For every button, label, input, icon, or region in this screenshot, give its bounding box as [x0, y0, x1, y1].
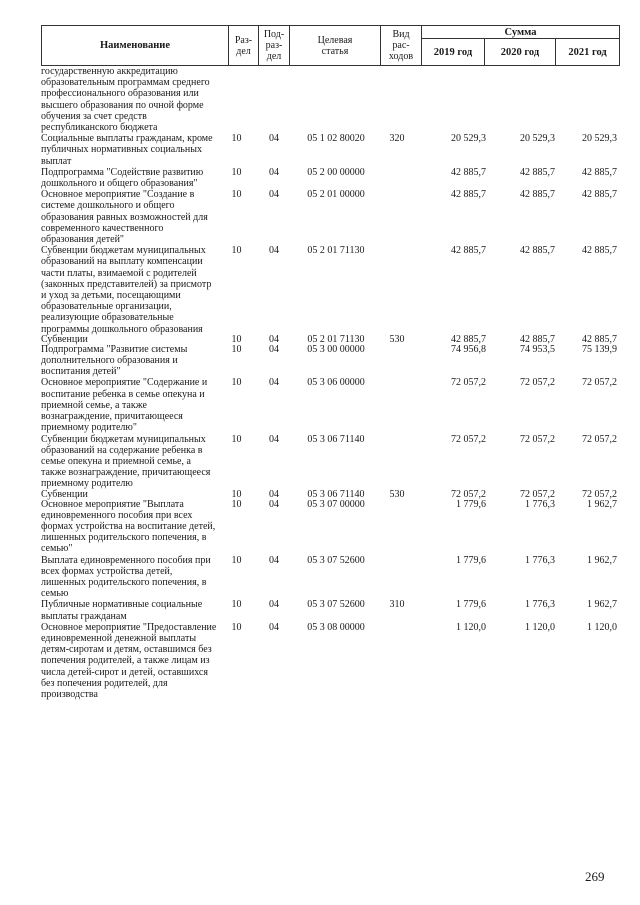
cell-expense-type	[378, 245, 416, 335]
table-row	[41, 133, 619, 167]
cell-razdel: 10	[231, 621, 242, 633]
cell-sum-2021: 42 885,7	[582, 245, 617, 257]
cell-name: Подпрограмма "Содействие развитию дошкольного и общего образования"	[41, 166, 204, 190]
cell-sum-2019: 20 529,3	[451, 133, 486, 145]
cell-sum-2020: 42 885,7	[520, 333, 555, 345]
table-row	[41, 555, 619, 600]
cell-target-article: 05 3 06 71140	[307, 488, 365, 500]
cell-name: Социальные выплаты гражданам, кроме публичных нормативных социальных выплат	[41, 133, 213, 167]
cell-sum-2021: 1 962,7	[587, 498, 617, 510]
cell-name: Публичные нормативные социальные выплаты гражданам	[41, 599, 203, 622]
table-row	[41, 490, 619, 499]
cell-sum-2019: 1 120,0	[456, 621, 486, 633]
cell-expense-type	[378, 555, 416, 600]
cell-expense-type	[378, 499, 416, 555]
cell-sum-2021: 72 057,2	[582, 433, 617, 445]
cell-razdel: 10	[231, 189, 242, 201]
cell-podrazdel: 04	[269, 498, 279, 510]
header-target-article: Целевая статья	[290, 26, 381, 66]
header-sum: Сумма	[422, 26, 620, 39]
cell-razdel: 10	[231, 377, 242, 389]
cell-razdel: 10	[231, 498, 242, 510]
page-number: 269	[585, 869, 605, 884]
cell-name: Основное мероприятие "Выплата единовременного пособия при всех формах устройства на воспитание детей, лишенных родительского попечения, в семью"	[41, 498, 216, 555]
cell-name: Субвенции бюджетам муниципальных образований на выплату компенсации части платы, взимаемой с родителей (законных представителей) за присмотр и уход за детьми, посещающими образовательные организации, реализующие образовательные программы дошкольного образования	[41, 245, 212, 335]
cell-target-article: 05 2 01 71130	[307, 333, 365, 345]
cell-sum-2021: 42 885,7	[582, 333, 617, 345]
cell-name: Основное мероприятие "Содержание и воспитание ребенка в семье опекуна и приемной семье, а также вознаграждение, причитающееся приемному родителю"	[41, 377, 208, 434]
cell-sum-2020: 1 776,3	[525, 498, 555, 510]
cell-sum-2020: 72 057,2	[520, 377, 555, 389]
cell-target-article: 05 3 07 52600	[307, 599, 365, 611]
cell-razdel: 10	[231, 343, 242, 355]
cell-razdel: 10	[231, 433, 242, 445]
table-row	[41, 245, 619, 335]
cell-podrazdel: 04	[269, 488, 279, 500]
table-row	[41, 167, 619, 189]
cell-sum-2021: 72 057,2	[582, 488, 617, 500]
header-name: Наименование	[42, 26, 229, 66]
cell-razdel: 10	[231, 488, 242, 500]
cell-target-article: 05 3 07 52600	[307, 554, 365, 566]
cell-target-article: 05 3 08 00000	[307, 621, 365, 633]
cell-sum-2020: 20 529,3	[520, 133, 555, 145]
cell-sum-2019: 1 779,6	[456, 554, 486, 566]
table-row	[41, 599, 619, 621]
cell-sum-2020: 72 057,2	[520, 433, 555, 445]
cell-razdel: 10	[231, 133, 242, 145]
cell-expense-type	[378, 377, 416, 433]
cell-expense-type	[378, 434, 416, 490]
table-body	[41, 66, 619, 700]
cell-name: Подпрограмма "Развитие системы дополнительного образования и воспитания детей"	[41, 343, 188, 378]
cell-expense-type	[378, 344, 416, 378]
cell-podrazdel	[254, 66, 294, 133]
cell-podrazdel: 04	[269, 377, 279, 389]
cell-sum-2021: 1 962,7	[587, 554, 617, 566]
cell-expense-type: 530	[389, 488, 405, 500]
cell-sum-2021: 20 529,3	[582, 133, 617, 145]
cell-podrazdel: 04	[269, 343, 279, 355]
cell-target-article: 05 2 01 00000	[307, 189, 365, 201]
table-row	[41, 377, 619, 433]
cell-target-article: 05 3 06 71140	[307, 433, 365, 445]
cell-sum-2019: 72 057,2	[451, 488, 486, 500]
cell-podrazdel: 04	[269, 554, 279, 566]
cell-target-article: 05 3 00 00000	[307, 343, 365, 355]
header-year-2019: 2019 год	[422, 39, 485, 66]
cell-sum-2021: 42 885,7	[582, 189, 617, 201]
cell-name: Субвенции бюджетам муниципальных образований на содержание ребенка в семье опекуна и приемной семье, а также вознаграждение, причитающееся приемному родителю	[41, 433, 211, 490]
cell-sum-2019: 42 885,7	[451, 333, 486, 345]
cell-razdel: 10	[231, 554, 242, 566]
cell-podrazdel: 04	[269, 245, 279, 257]
cell-sum-2019: 1 779,6	[456, 498, 486, 510]
cell-sum-2019: 1 779,6	[456, 599, 486, 611]
cell-sum-2021: 1 962,7	[587, 599, 617, 611]
cell-sum-2019: 72 057,2	[451, 377, 486, 389]
cell-sum-2020: 1 120,0	[525, 621, 555, 633]
cell-sum-2020: 42 885,7	[520, 245, 555, 257]
cell-target-article: 05 3 07 00000	[307, 498, 365, 510]
header-podrazdel: Под- раз- дел	[259, 26, 290, 66]
cell-razdel: 10	[231, 333, 242, 345]
cell-podrazdel: 04	[269, 599, 279, 611]
cell-podrazdel: 04	[269, 189, 279, 201]
cell-podrazdel: 04	[269, 333, 279, 345]
cell-sum-2020: 1 776,3	[525, 554, 555, 566]
cell-podrazdel: 04	[269, 433, 279, 445]
cell-name: Субвенции	[41, 333, 88, 345]
cell-sum-2019: 42 885,7	[451, 166, 486, 178]
cell-razdel	[219, 66, 254, 133]
cell-name: Субвенции	[41, 488, 88, 500]
cell-podrazdel: 04	[269, 166, 279, 178]
header-year-2021: 2021 год	[556, 39, 620, 66]
cell-sum-2021: 75 139,9	[582, 343, 617, 355]
table-row	[41, 434, 619, 490]
cell-target-article: 05 1 02 80020	[307, 133, 365, 145]
cell-sum-2019: 74 956,8	[451, 343, 486, 355]
cell-expense-type	[378, 66, 416, 133]
cell-sum-2021: 1 120,0	[587, 621, 617, 633]
cell-sum-2019: 72 057,2	[451, 433, 486, 445]
cell-sum-2020: 72 057,2	[520, 488, 555, 500]
cell-name: Основное мероприятие "Создание в системе дошкольного и общего образования равных возможностей для современного качественного образования детей"	[41, 189, 208, 246]
cell-expense-type: 530	[389, 333, 405, 345]
table-row	[41, 622, 619, 700]
table-row	[41, 344, 619, 378]
cell-razdel: 10	[231, 166, 242, 178]
cell-target-article: 05 2 01 71130	[307, 245, 365, 257]
table-row	[41, 66, 619, 133]
cell-target-article: 05 2 00 00000	[307, 166, 365, 178]
cell-target-article	[294, 66, 378, 133]
cell-sum-2020: 42 885,7	[520, 189, 555, 201]
cell-name: Основное мероприятие "Предоставление единовременной денежной выплаты детям-сиротам и детям, оставшимся без попечения родителей, а также лицам из числа детей-сирот и детей, оставшихся без попечения родителей, для производства	[41, 621, 217, 700]
cell-expense-type: 320	[389, 133, 405, 145]
cell-podrazdel: 04	[269, 621, 279, 633]
table-row	[41, 335, 619, 344]
cell-sum-2020: 74 953,5	[520, 343, 555, 355]
table-row	[41, 499, 619, 555]
cell-sum-2020: 1 776,3	[525, 599, 555, 611]
header-year-2020: 2020 год	[485, 39, 556, 66]
cell-sum-2021: 72 057,2	[582, 377, 617, 389]
cell-expense-type: 310	[389, 599, 405, 611]
cell-razdel: 10	[231, 599, 242, 611]
cell-sum-2019: 42 885,7	[451, 245, 486, 257]
table-row	[41, 189, 619, 245]
cell-sum-2020	[488, 66, 557, 133]
cell-sum-2019: 42 885,7	[451, 189, 486, 201]
cell-target-article: 05 3 06 00000	[307, 377, 365, 389]
cell-podrazdel: 04	[269, 133, 279, 145]
cell-razdel: 10	[231, 245, 242, 257]
header-expense-type: Вид рас- ходов	[381, 26, 422, 66]
cell-expense-type	[378, 189, 416, 245]
table-header	[41, 25, 620, 66]
cell-sum-2021	[557, 66, 619, 133]
cell-name: государственную аккредитацию образовательным программам среднего профессионального образования или высшего образования по очной форме обучения за счет средств республиканского бюджета	[41, 66, 210, 134]
cell-expense-type	[378, 622, 416, 700]
cell-expense-type	[378, 167, 416, 189]
cell-sum-2019	[416, 66, 488, 133]
cell-sum-2020: 42 885,7	[520, 166, 555, 178]
cell-name: Выплата единовременного пособия при всех формах устройства детей, лишенных родительского попечения, в семью	[41, 554, 211, 600]
header-razdel: Раз- дел	[229, 26, 259, 66]
cell-sum-2021: 42 885,7	[582, 166, 617, 178]
